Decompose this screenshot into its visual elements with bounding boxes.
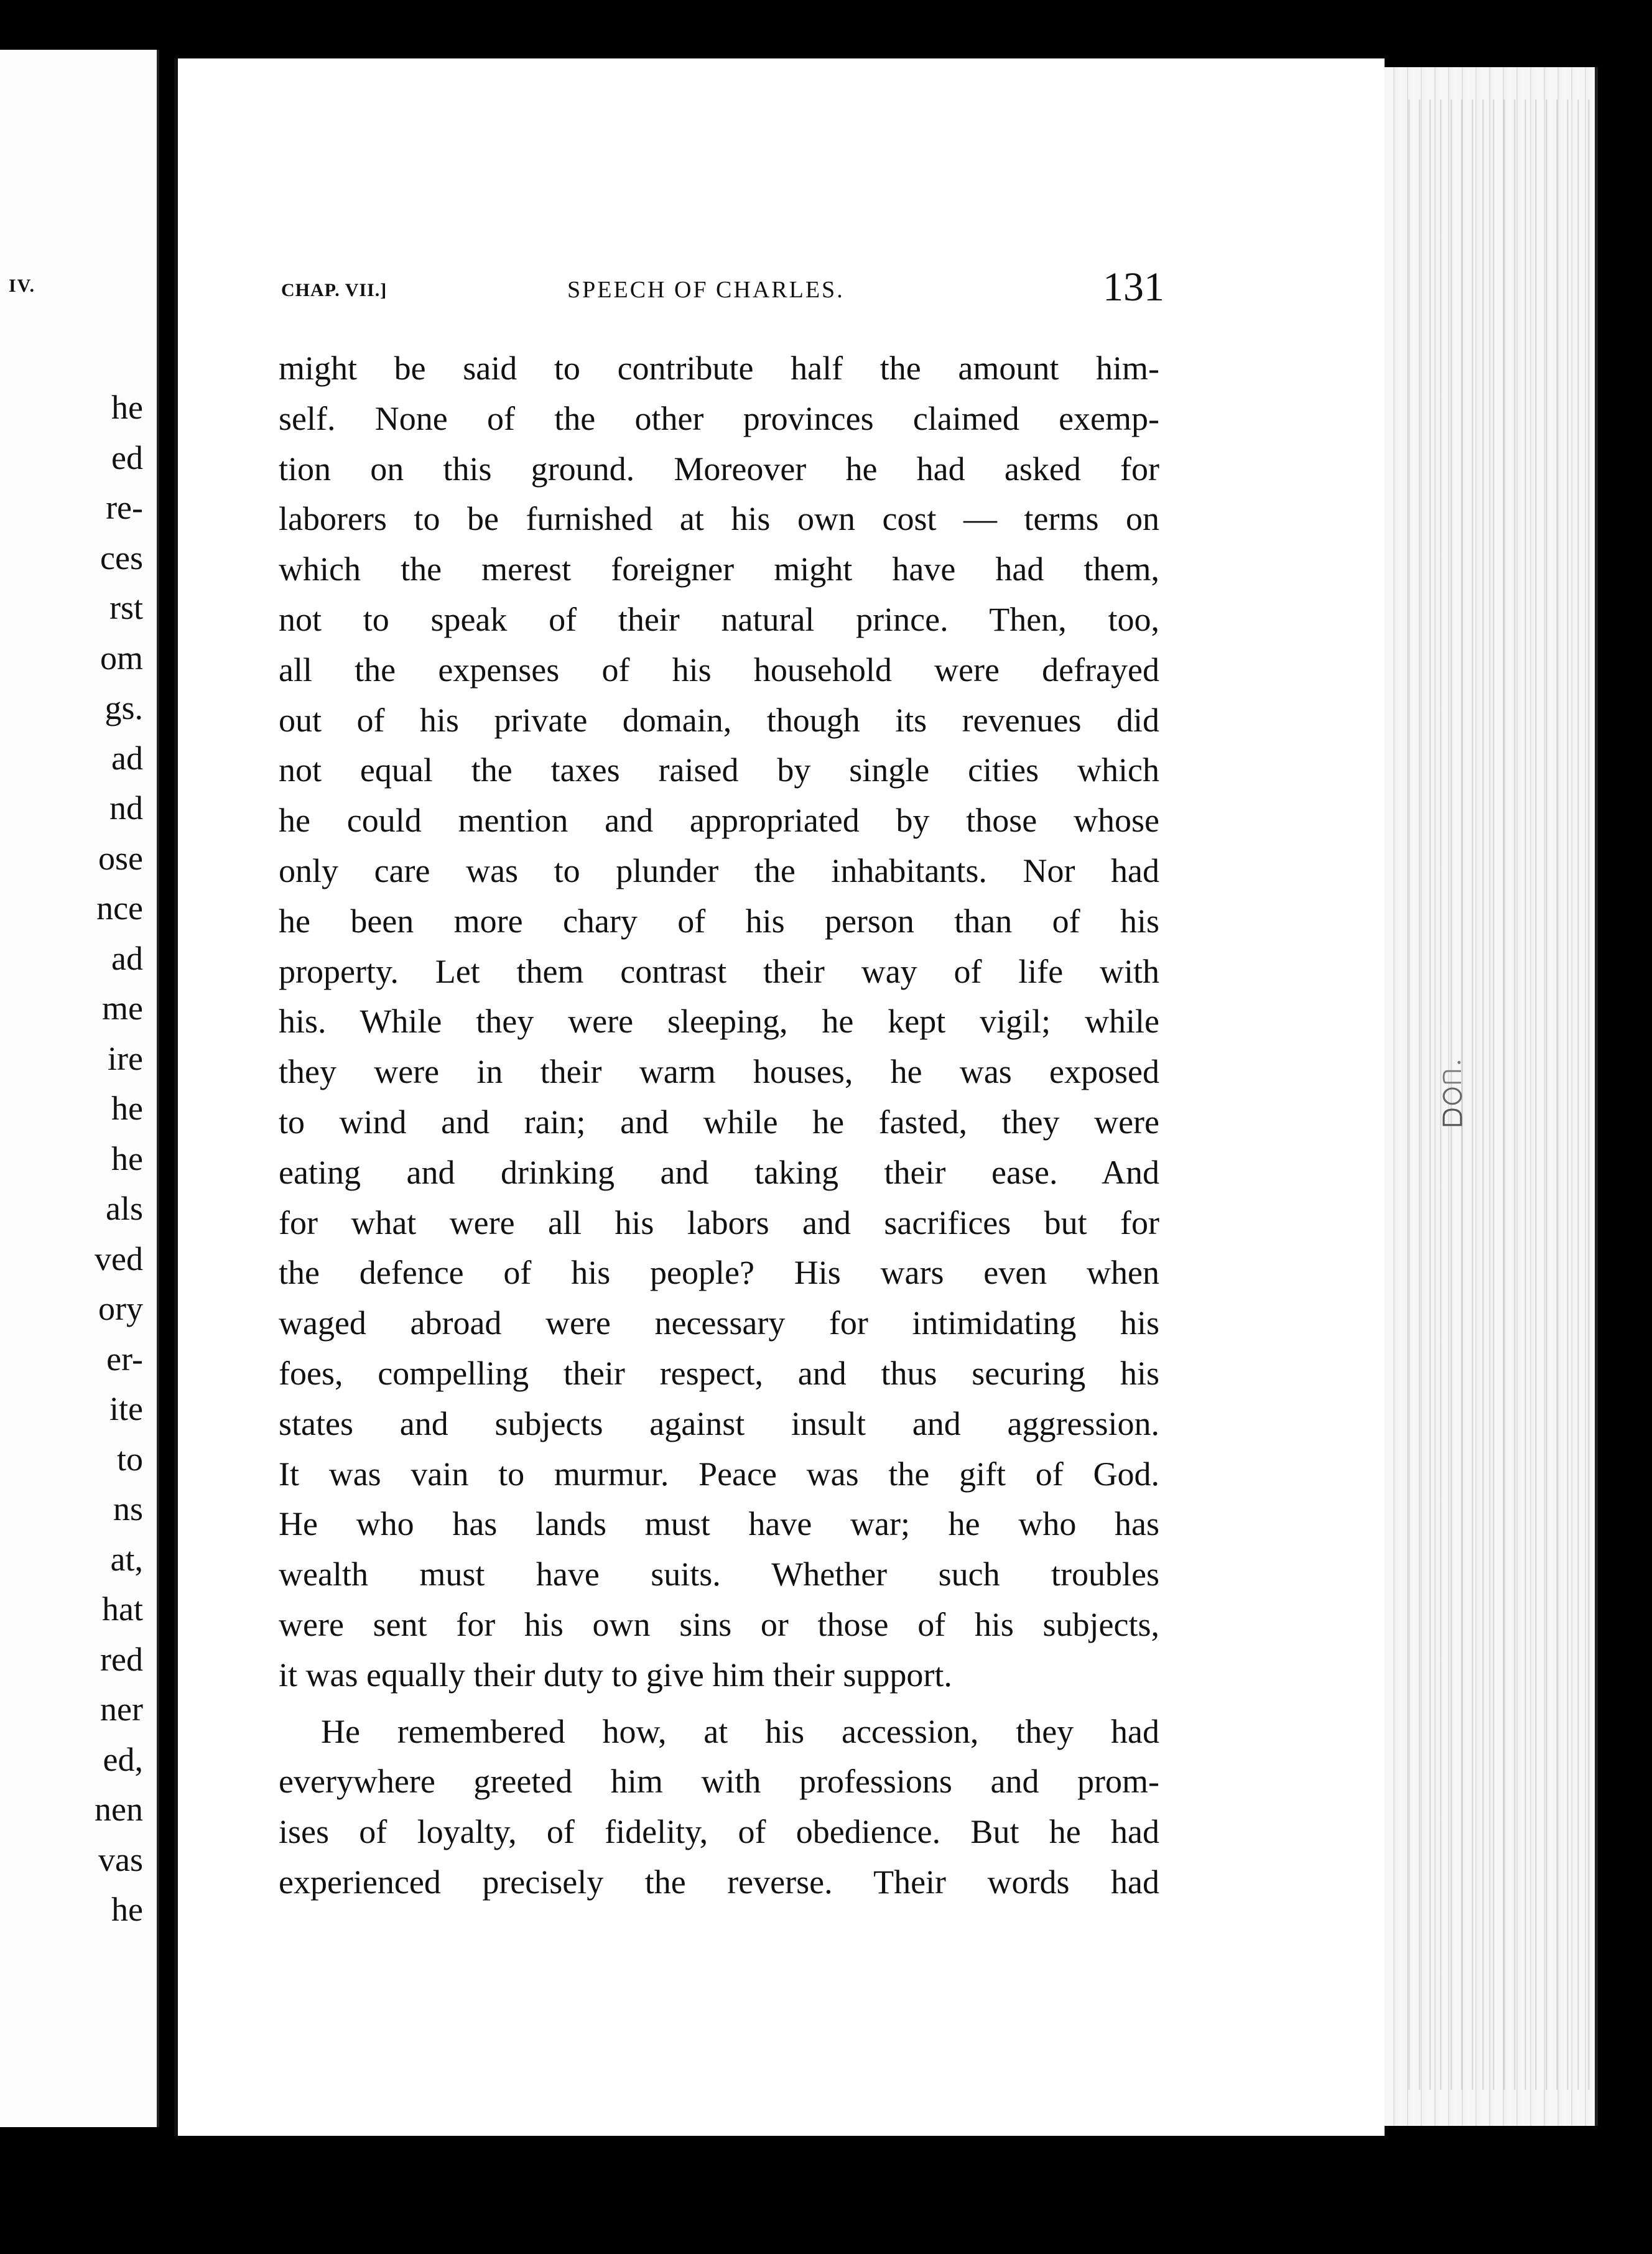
left-line: he xyxy=(111,1090,143,1127)
text-line: only care was to plunder the inhabitants. Nor had xyxy=(279,851,1159,889)
running-title: SPEECH OF CHARLES. xyxy=(567,277,845,303)
left-line: ed xyxy=(111,438,143,476)
text-line: not to speak of their natural prince. Then, too, xyxy=(279,600,1159,638)
left-line: gs. xyxy=(104,689,143,726)
left-page-line-fragments xyxy=(95,383,143,1935)
text-line: laborers to be furnished at his own cost — terms on xyxy=(279,500,1159,538)
text-line: his. While they were sleeping, he kept vigil; while xyxy=(279,1003,1159,1041)
left-line: vas xyxy=(98,1840,143,1878)
text-line: to wind and rain; and while he fasted, they were xyxy=(279,1103,1159,1141)
left-line: ns xyxy=(113,1490,143,1528)
left-line: me xyxy=(102,990,143,1027)
left-line: he xyxy=(111,1139,143,1177)
text-line: It was vain to murmur. Peace was the gift of God. xyxy=(279,1455,1159,1493)
stamp-glyph-icon xyxy=(1322,1048,1583,1129)
library-stamp-mark xyxy=(1322,1048,1583,1129)
left-line: ad xyxy=(111,739,143,777)
left-line: he xyxy=(111,1891,143,1928)
text-line: everywhere greeted him with professions and prom- xyxy=(279,1763,1159,1801)
left-line: rst xyxy=(109,589,143,626)
left-line: ire xyxy=(108,1039,143,1077)
left-line: nce xyxy=(96,889,143,927)
text-line: property. Let them contrast their way of life with xyxy=(279,952,1159,990)
left-line: ved xyxy=(95,1240,143,1278)
text-line: the defence of his people? His wars even when xyxy=(279,1254,1159,1292)
left-line: ad xyxy=(111,939,143,977)
left-line: om xyxy=(100,639,143,677)
left-line: at, xyxy=(110,1540,143,1578)
left-line: hat xyxy=(102,1590,143,1628)
text-line: ises of loyalty, of fidelity, of obedience. But he had xyxy=(279,1813,1159,1851)
left-line: ite xyxy=(109,1390,143,1427)
left-line: ose xyxy=(98,839,143,877)
text-line: He remembered how, at his accession, they had xyxy=(321,1712,1159,1750)
left-line: re- xyxy=(106,489,143,526)
text-line: it was equally their duty to give him their support. xyxy=(279,1656,952,1694)
text-line: eating and drinking and taking their ease. And xyxy=(279,1153,1159,1191)
left-line: ory xyxy=(98,1290,143,1327)
text-line: self. None of the other provinces claimed exemp- xyxy=(279,399,1159,437)
left-line: to xyxy=(116,1440,143,1478)
text-line: states and subjects against insult and aggression. xyxy=(279,1404,1159,1442)
body-text xyxy=(279,343,1159,1908)
left-line: he xyxy=(111,389,143,426)
text-line: all the expenses of his household were defrayed xyxy=(279,651,1159,689)
page-number: 131 xyxy=(1103,264,1164,310)
text-line: wealth must have suits. Whether such troubles xyxy=(279,1556,1159,1593)
text-line: he been more chary of his person than of his xyxy=(279,902,1159,940)
text-line: were sent for his own sins or those of his subjects, xyxy=(279,1605,1159,1643)
running-header xyxy=(281,264,1164,312)
chapter-reference: CHAP. VII.] xyxy=(281,280,387,300)
left-line: red xyxy=(100,1640,143,1678)
left-line: als xyxy=(106,1190,143,1227)
text-line: out of his private domain, though its revenues did xyxy=(279,701,1159,739)
left-line: er- xyxy=(106,1340,143,1378)
text-line: which the merest foreigner might have had them, xyxy=(279,550,1159,588)
left-line: nd xyxy=(109,789,143,827)
text-line: not equal the taxes raised by single cities which xyxy=(279,751,1159,789)
text-line: for what were all his labors and sacrifices but for xyxy=(279,1204,1159,1241)
text-line: experienced precisely the reverse. Their words had xyxy=(279,1863,1159,1901)
text-line: foes, compelling their respect, and thus securing his xyxy=(279,1354,1159,1392)
left-line: ces xyxy=(100,539,143,577)
text-line: they were in their warm houses, he was exposed xyxy=(279,1053,1159,1091)
facing-page-left xyxy=(0,50,159,2127)
text-line: tion on this ground. Moreover he had asked for xyxy=(279,450,1159,488)
text-line: waged abroad were necessary for intimidating his xyxy=(279,1304,1159,1342)
left-page-header: IV. xyxy=(9,276,35,296)
left-line: ner xyxy=(100,1690,143,1728)
text-line: might be said to contribute half the amount him- xyxy=(279,350,1159,387)
left-line: ed, xyxy=(103,1740,143,1778)
text-line: He who has lands must have war; he who has xyxy=(279,1505,1159,1543)
left-line: nen xyxy=(95,1791,143,1828)
text-line: he could mention and appropriated by those whose xyxy=(279,802,1159,840)
